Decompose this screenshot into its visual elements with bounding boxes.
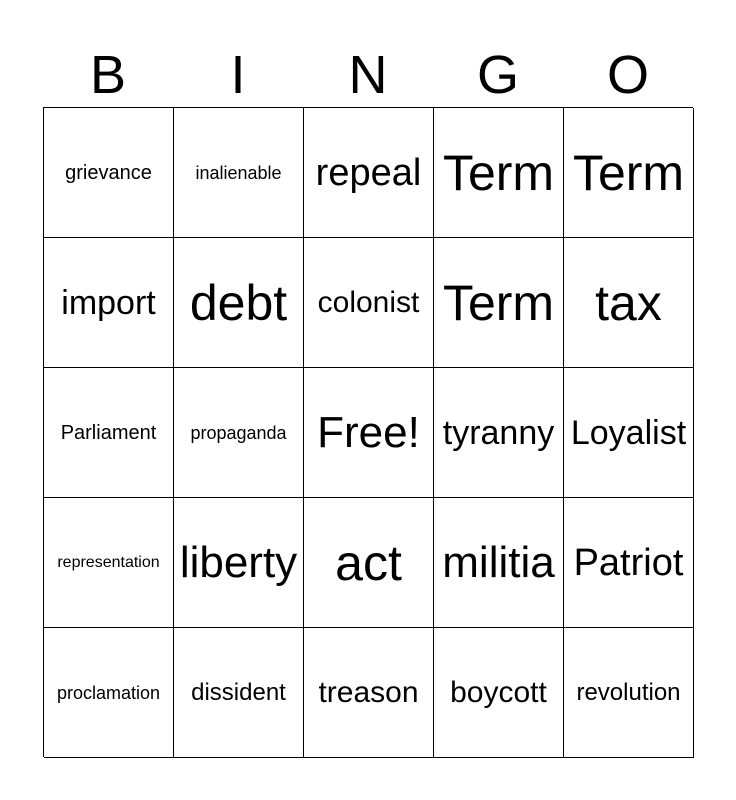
header-letter-b: B: [89, 45, 127, 105]
cell-text: proclamation: [56, 682, 161, 703]
cell-text: dissident: [191, 678, 286, 706]
bingo-cell[interactable]: [564, 108, 694, 238]
bingo-cell[interactable]: [564, 628, 694, 758]
bingo-cell[interactable]: [304, 498, 434, 628]
bingo-cell[interactable]: [174, 368, 304, 498]
cell-text: tyranny: [442, 413, 555, 452]
cell-text: propaganda: [190, 422, 287, 443]
cell-text: repeal: [315, 151, 422, 194]
header-letter-i: I: [230, 45, 246, 105]
cell-text: revolution: [576, 678, 681, 706]
bingo-cell[interactable]: [44, 498, 174, 628]
bingo-header: [43, 42, 693, 108]
bingo-board: [43, 107, 693, 757]
free-space-text: Free!: [317, 407, 420, 457]
cell-text: tax: [595, 274, 662, 331]
cell-text: representation: [57, 553, 160, 571]
bingo-cell[interactable]: [564, 498, 694, 628]
bingo-cell[interactable]: [174, 238, 304, 368]
free-space-cell[interactable]: [304, 368, 434, 498]
bingo-cell[interactable]: [174, 108, 304, 238]
bingo-cell[interactable]: [434, 238, 564, 368]
cell-text: inalienable: [195, 162, 282, 183]
bingo-cell[interactable]: [304, 238, 434, 368]
header-letter-o: O: [606, 45, 649, 105]
bingo-cell[interactable]: [174, 498, 304, 628]
cell-text: Term: [442, 274, 555, 331]
bingo-cell[interactable]: [304, 108, 434, 238]
cell-text: colonist: [317, 285, 420, 319]
cell-text: Parliament: [60, 421, 157, 444]
bingo-cell[interactable]: [434, 498, 564, 628]
cell-text: grievance: [65, 161, 152, 184]
cell-text: treason: [318, 675, 419, 709]
bingo-cell[interactable]: [434, 628, 564, 758]
cell-text: act: [335, 534, 402, 591]
header-letter-g: G: [476, 45, 519, 105]
bingo-cell[interactable]: [434, 108, 564, 238]
cell-text: debt: [189, 274, 288, 331]
bingo-cell[interactable]: [564, 238, 694, 368]
bingo-cell[interactable]: [44, 238, 174, 368]
bingo-cell[interactable]: [564, 368, 694, 498]
bingo-cell[interactable]: [44, 368, 174, 498]
cell-text: militia: [442, 537, 555, 587]
bingo-cell[interactable]: [434, 368, 564, 498]
cell-text: Term: [442, 144, 555, 201]
bingo-cell[interactable]: [174, 628, 304, 758]
cell-text: boycott: [450, 675, 547, 709]
cell-text: Term: [572, 144, 685, 201]
cell-text: Loyalist: [570, 413, 687, 452]
cell-text: import: [61, 283, 156, 322]
bingo-cell[interactable]: [44, 108, 174, 238]
cell-text: Patriot: [573, 541, 684, 584]
header-letter-n: N: [348, 45, 388, 105]
cell-text: liberty: [179, 537, 298, 587]
bingo-cell[interactable]: [304, 628, 434, 758]
bingo-cell[interactable]: [44, 628, 174, 758]
